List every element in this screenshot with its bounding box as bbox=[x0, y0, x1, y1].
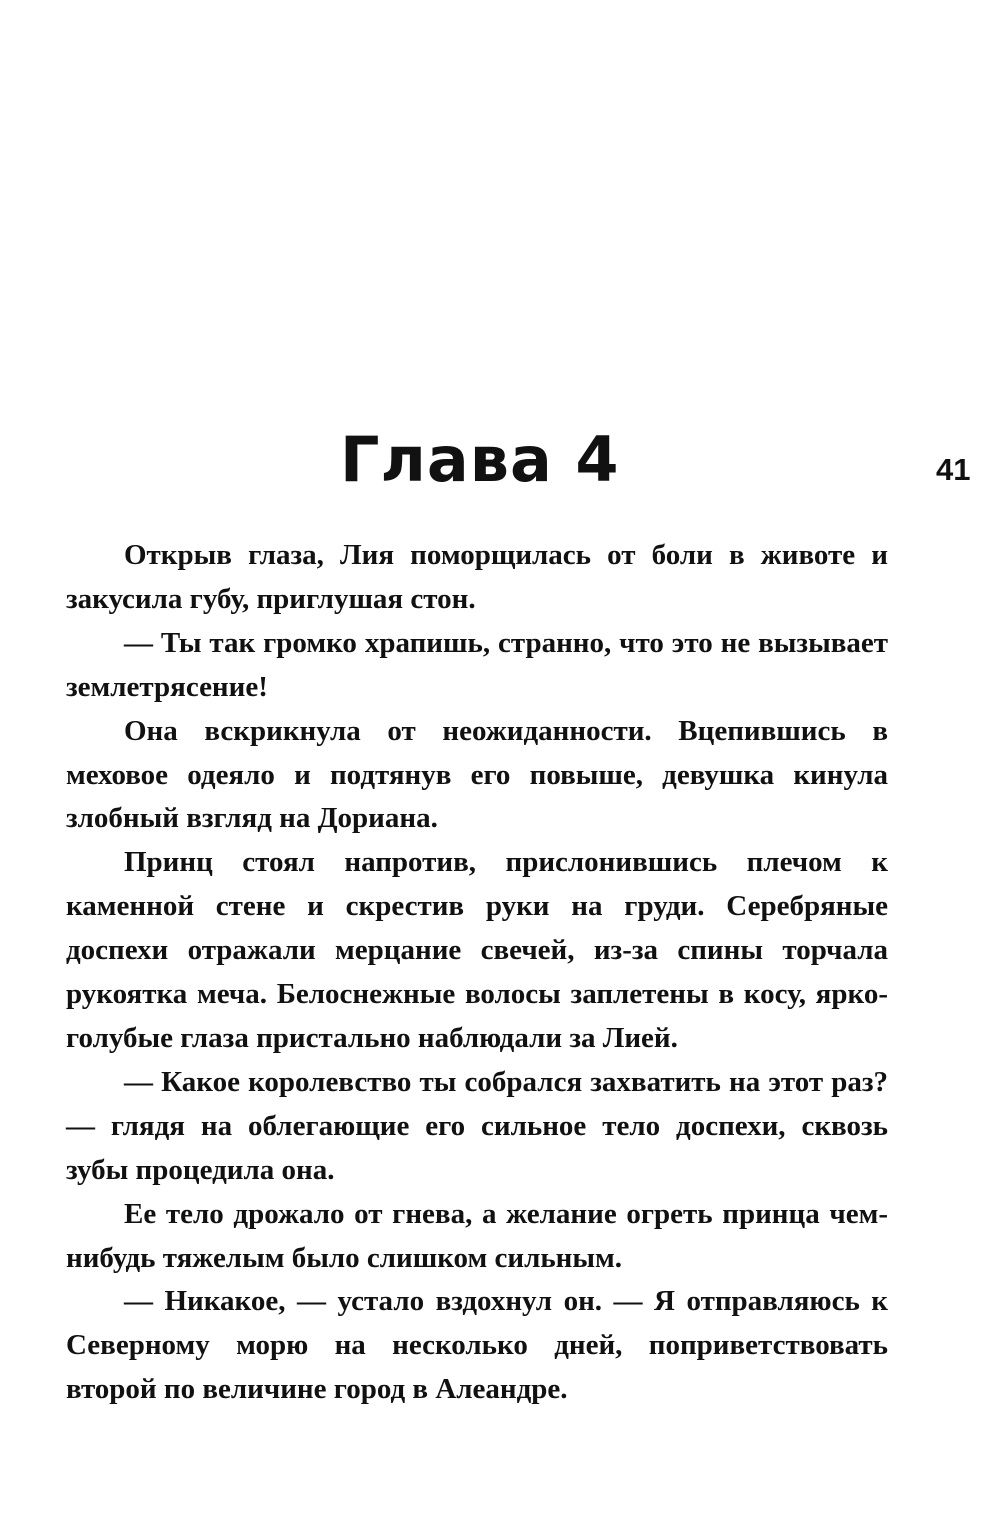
paragraph: Принц стоял напротив, прислонившись плечом к каменной стене и скрестив руки на груди. Серебряные доспехи отражали мерцание свечей, из-за спины торчала рукоятка меча. Белоснежные волосы заплетены в косу, ярко-голубые глаза пристально наблюдали за Лией. bbox=[66, 846, 888, 1054]
chapter-title: Глава 4 bbox=[340, 423, 620, 496]
paragraph: — Какое королевство ты собрался захватить на этот раз? — глядя на облегающие его сильное тело доспехи, сквозь зубы процедила она. bbox=[66, 1065, 888, 1186]
page-number: 41 bbox=[936, 452, 971, 487]
paragraph: — Ты так громко храпишь, странно, что это не вызывает землетрясение! bbox=[66, 626, 888, 703]
paragraph: Ее тело дрожало от гнева, а желание огреть принца чем-нибудь тяжелым было слишком сильным. bbox=[66, 1197, 888, 1274]
paragraph: Открыв глаза, Лия поморщилась от боли в животе и закусила губу, приглушая стон. bbox=[66, 539, 888, 615]
chapter-body bbox=[66, 534, 888, 1412]
paragraph: Она вскрикнула от неожиданности. Вцепившись в меховое одеяло и подтянув его повыше, девушка кинула злобный взгляд на Дориана. bbox=[66, 714, 888, 835]
paragraph: — Никакое, — устало вздохнул он. — Я отправляюсь к Северному морю на несколько дней, поприветствовать второй по величине город в Алеандре. bbox=[66, 1285, 888, 1406]
